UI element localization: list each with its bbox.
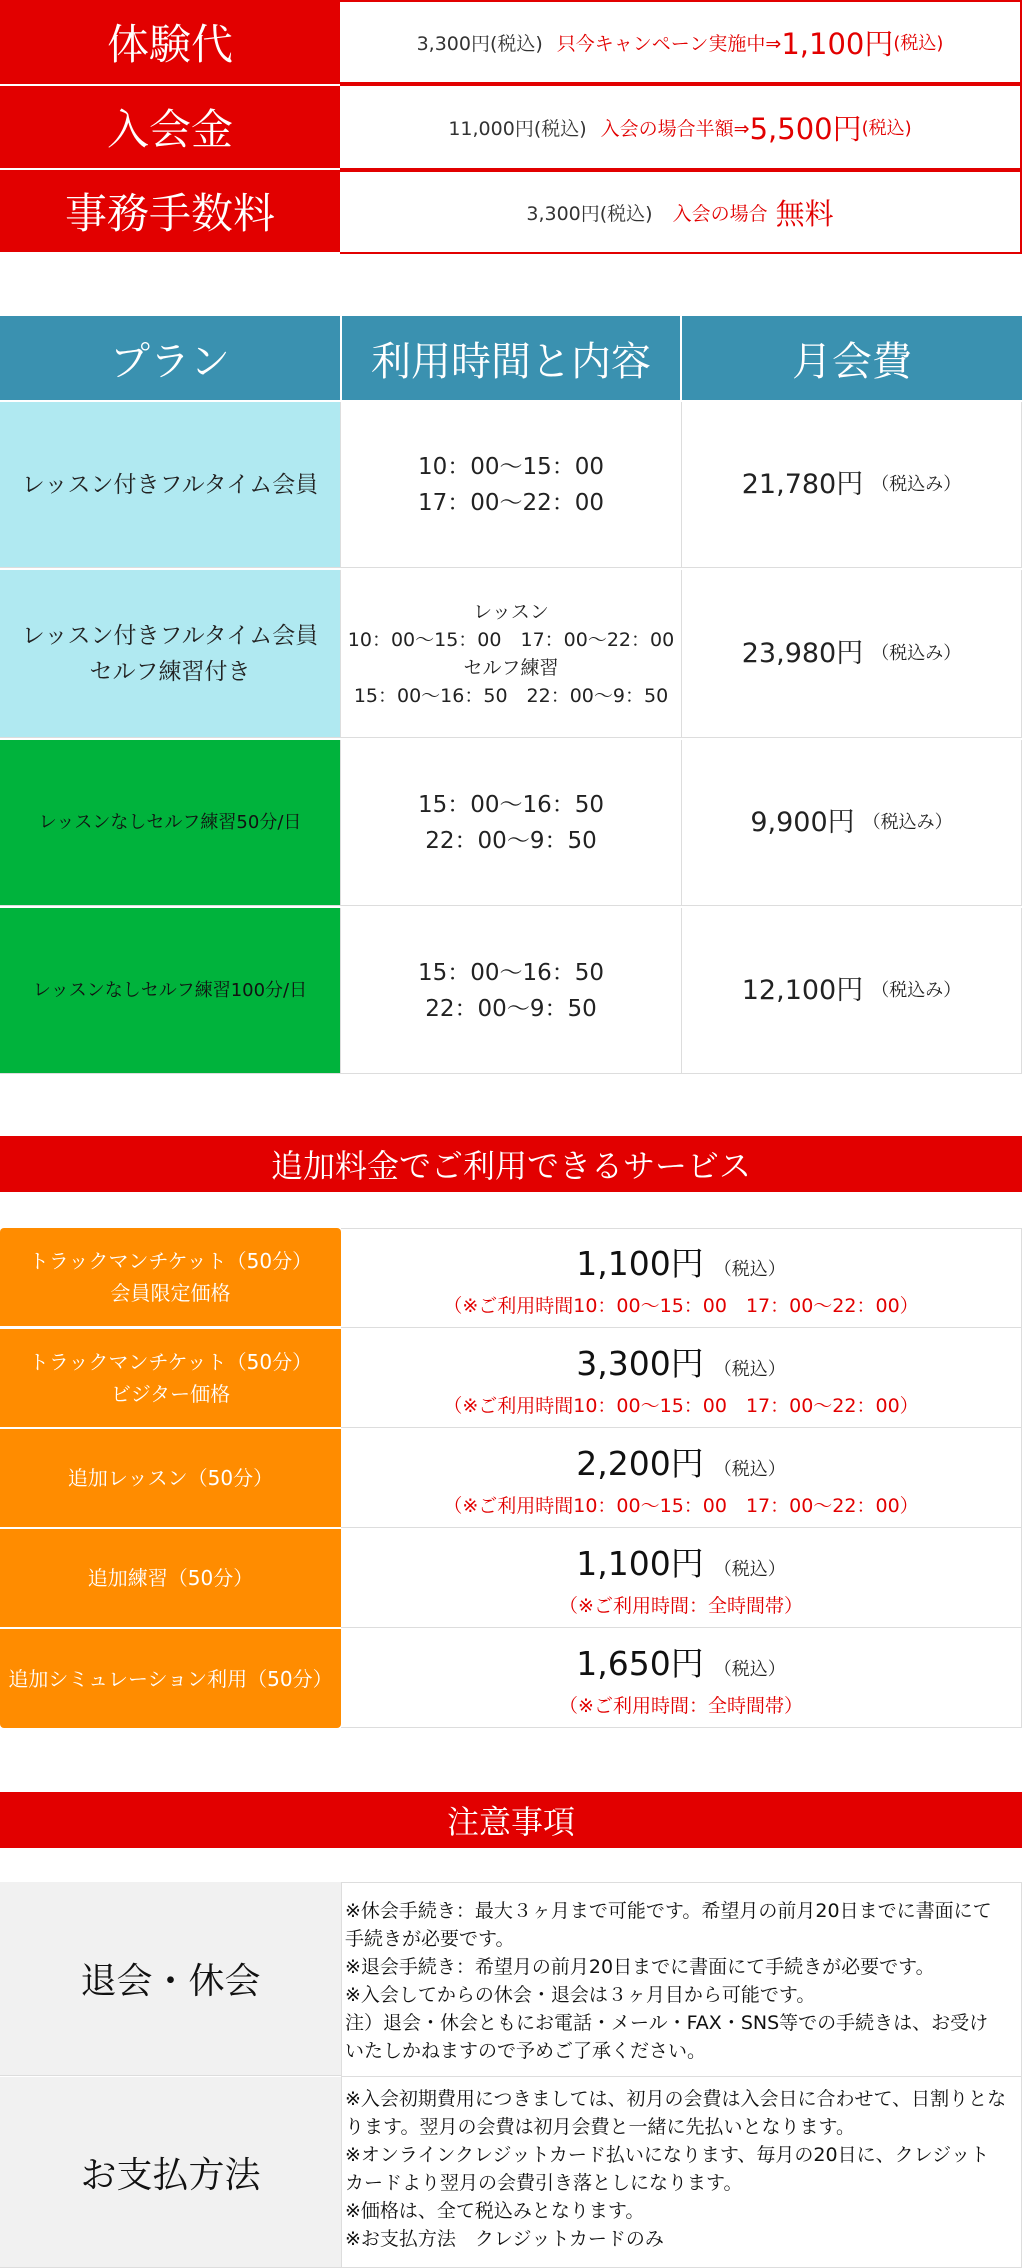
- note-line: ※休会手続き：最大３ヶ月まで可能です。希望月の前月20日までに書面にて手続きが必要です。: [345, 1900, 992, 1950]
- service-value: [341, 1228, 1022, 1328]
- service-note: （※ご利用時間10：00～15：00 17：00～22：00）: [443, 1494, 919, 1517]
- service-label-line: ビジター価格: [110, 1382, 231, 1406]
- plan-times: [341, 402, 682, 568]
- services-banner: [0, 1136, 1022, 1192]
- plan-price: [682, 740, 1022, 906]
- service-note: （※ご利用時間：全時間帯）: [559, 1594, 803, 1617]
- fee-label-text: 入会金: [106, 105, 233, 154]
- fee-note: 入会の場合半額⇒: [600, 117, 750, 140]
- plan-time-line: セルフ練習: [463, 656, 559, 679]
- plan-name: [0, 570, 341, 738]
- plan-times: [341, 740, 682, 906]
- service-note: （※ご利用時間10：00～15：00 17：00～22：00）: [443, 1394, 919, 1417]
- plan-name-line: セルフ練習付き: [89, 658, 251, 685]
- service-value: [341, 1528, 1022, 1628]
- plan-price-tax: （税込み）: [871, 642, 962, 664]
- plan-time-line: 22：00～9：50: [425, 995, 597, 1022]
- plan-time-line: 17：00～22：00: [417, 489, 605, 516]
- service-tax: （税込）: [713, 1259, 786, 1280]
- service-label: [0, 1429, 341, 1527]
- plan-name-line: レッスン付きフルタイム会員: [21, 622, 319, 649]
- fee-base: 11,000円(税込): [448, 117, 587, 140]
- plan-price-tax: （税込み）: [862, 811, 953, 833]
- service-label-line: 追加シミュレーション利用（50分）: [8, 1666, 333, 1691]
- plan-time-line: 22：00～9：50: [425, 827, 597, 854]
- plan-times: [341, 570, 682, 738]
- fee-label-trial: [0, 0, 340, 84]
- plan-price-tax: （税込み）: [871, 979, 962, 1001]
- service-label-line: トラックマンチケット（50分）: [28, 1350, 313, 1374]
- fee-amount: 5,500円: [749, 111, 862, 146]
- fee-label-processing: [0, 170, 340, 252]
- plan-header-fee: [682, 316, 1022, 400]
- plan-name: [0, 908, 341, 1074]
- plan-name-line: レッスン付きフルタイム会員: [21, 471, 319, 498]
- note-line: ※入会初期費用につきましては、初月の会費は入会日に合わせて、日割りとなります。翌月の会費は初月会費と一緒に先払いとなります。: [345, 2088, 1007, 2138]
- service-price: 3,300円: [576, 1343, 704, 1383]
- service-label-line: トラックマンチケット（50分）: [28, 1249, 313, 1273]
- service-value: [341, 1428, 1022, 1528]
- note-text-withdrawal: [341, 1882, 1022, 2077]
- service-label: [0, 1629, 341, 1728]
- fee-amount: 無料: [775, 196, 834, 231]
- service-tax: （税込）: [713, 1458, 786, 1480]
- note-text-payment: [341, 2076, 1022, 2268]
- plan-time-line: 10：00～15：00: [417, 453, 605, 480]
- note-label-text: 退会・休会: [80, 1961, 261, 2002]
- note-line: ※入会してからの休会・退会は３ヶ月目から可能です。: [345, 1984, 816, 2006]
- fee-amount: 1,100円: [781, 26, 894, 61]
- service-price: 1,650円: [576, 1643, 704, 1683]
- note-label-payment: [0, 2077, 341, 2268]
- service-label: [0, 1329, 341, 1427]
- banner-title: 注意事項: [446, 1803, 575, 1841]
- plan-header-time: [342, 316, 680, 400]
- fee-suffix: (税込): [893, 33, 944, 54]
- fee-value-admission: [340, 84, 1022, 170]
- plan-name: [0, 740, 341, 906]
- note-line: ※価格は、全て税込みとなります。: [345, 2200, 645, 2222]
- fee-base: 3,300円(税込): [416, 32, 543, 55]
- plan-price: [682, 908, 1022, 1074]
- note-line: 注）退会・休会ともにお電話・メール・FAX・SNS等での手続きは、お受けいたしかねますので予めご了承ください。: [345, 2012, 989, 2062]
- note-line: ※オンラインクレジットカード払いになります、毎月の20日に、クレジットカードより翌月の会費引き落としになります。: [345, 2144, 990, 2194]
- plan-time-line: レッスン: [473, 600, 549, 623]
- service-label-line: 会員限定価格: [110, 1281, 231, 1305]
- plan-time-line: 15：00～16：50: [417, 959, 605, 986]
- header-text: プラン: [110, 338, 230, 385]
- fee-value-trial: [340, 0, 1022, 84]
- service-value: [341, 1628, 1022, 1728]
- plan-time-line: 15：00～16：50 22：00～9：50: [353, 684, 669, 707]
- service-label-line: 追加練習（50分）: [87, 1566, 254, 1590]
- plan-price-value: 12,100円: [741, 974, 864, 1006]
- fee-note: 入会の場合: [672, 202, 768, 225]
- plan-price: [682, 402, 1022, 568]
- note-line: ※お支払方法 クレジットカードのみ: [345, 2228, 664, 2250]
- plan-price-tax: （税込み）: [871, 473, 962, 495]
- fee-suffix: (税込): [861, 118, 912, 139]
- service-price: 2,200円: [576, 1443, 704, 1483]
- service-label: [0, 1529, 341, 1627]
- fee-label-admission: [0, 86, 340, 168]
- service-value: [341, 1328, 1022, 1428]
- fee-note: 只今キャンペーン実施中⇒: [556, 32, 782, 55]
- plan-price-value: 21,780円: [741, 468, 864, 500]
- note-label-text: お支払方法: [80, 2154, 261, 2196]
- plan-time-line: 10：00～15：00 17：00～22：00: [347, 628, 675, 651]
- plan-name: [0, 402, 341, 568]
- note-label-withdrawal: [0, 1882, 341, 2076]
- fee-base: 3,300円(税込): [526, 202, 653, 225]
- plan-price-value: 9,900円: [750, 806, 855, 838]
- service-tax: （税込）: [713, 1658, 786, 1680]
- plan-name-line: レッスンなしセルフ練習50分/日: [38, 811, 302, 833]
- fee-label-text: 事務手数料: [64, 189, 275, 238]
- plan-price-value: 23,980円: [741, 637, 864, 669]
- service-note: （※ご利用時間：全時間帯）: [559, 1694, 803, 1717]
- header-text: 利用時間と内容: [371, 338, 651, 385]
- header-text: 月会費: [792, 338, 912, 385]
- fee-value-processing: [340, 170, 1022, 254]
- service-note: （※ご利用時間10：00～15：00 17：00～22：00）: [443, 1295, 919, 1317]
- plan-header-plan: [0, 316, 340, 400]
- plan-name-line: レッスンなしセルフ練習100分/日: [32, 979, 308, 1001]
- service-price: 1,100円: [576, 1244, 704, 1283]
- fee-label-text: 体験代: [106, 20, 233, 69]
- service-price: 1,100円: [576, 1543, 704, 1583]
- service-tax: （税込）: [713, 1358, 786, 1380]
- plan-times: [341, 908, 682, 1074]
- notes-banner: [0, 1792, 1022, 1848]
- banner-title: 追加料金でご利用できるサービス: [270, 1147, 751, 1185]
- service-tax: （税込）: [713, 1558, 786, 1580]
- service-label: [0, 1228, 341, 1326]
- service-label-line: 追加レッスン（50分）: [67, 1466, 274, 1490]
- plan-price: [682, 570, 1022, 738]
- note-line: ※退会手続き：希望月の前月20日までに書面にて手続きが必要です。: [345, 1956, 935, 1978]
- plan-time-line: 15：00～16：50: [417, 791, 605, 818]
